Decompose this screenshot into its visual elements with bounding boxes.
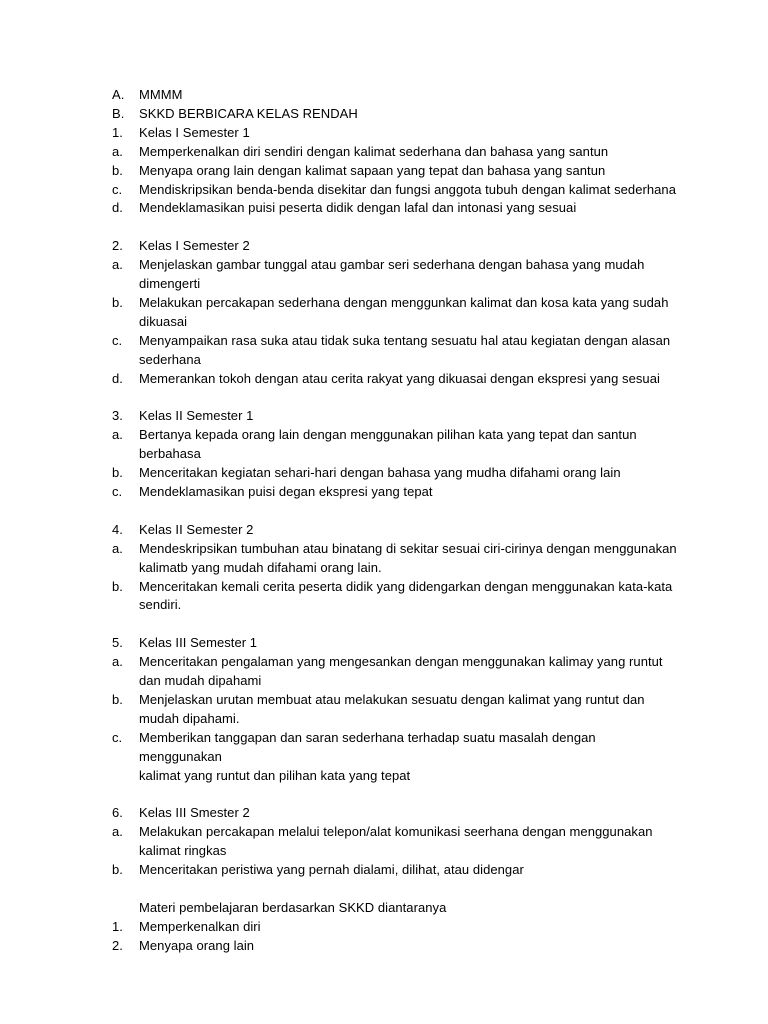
list-item — [112, 653, 682, 672]
list-item — [112, 540, 682, 559]
section-title: Kelas I Semester 1 — [139, 124, 250, 140]
blank-line — [112, 502, 682, 521]
list-item-continuation: kalimat yang runtut dan pilihan kata yang tepat — [139, 767, 411, 783]
list-item-continuation: berbahasa — [139, 446, 201, 462]
list-marker: b. — [112, 294, 123, 310]
list-item-text: Menceritakan peristiwa yang pernah dialami, dilihat, atau didengar — [139, 862, 524, 878]
list-item-continuation: mudah dipahami. — [139, 710, 240, 726]
list-item-text: Menceritakan pengalaman yang mengesankan dengan menggunakan kalimay yang runtut — [139, 654, 663, 670]
list-item — [112, 426, 682, 445]
list-marker: a. — [112, 427, 123, 443]
list-item — [112, 256, 682, 275]
list-item-text: Melakukan percakapan sederhana dengan menggunkan kalimat dan kosa kata yang sudah — [139, 294, 669, 310]
list-item — [112, 691, 682, 710]
list-item-continuation: dan mudah dipahami — [139, 673, 262, 689]
list-item — [112, 861, 682, 880]
list-marker: b. — [112, 691, 123, 707]
list-item-text: Menceritakan kegiatan sehari-hari dengan bahasa yang mudha difahami orang lain — [139, 465, 621, 481]
header-line-a — [112, 86, 682, 105]
list-item — [112, 199, 682, 218]
list-item — [112, 578, 682, 597]
list-item-text: Memberikan tanggapan dan saran sederhana terhadap suatu masalah dengan menggunakan — [139, 729, 596, 764]
list-item-continuation: kalimat ringkas — [139, 843, 227, 859]
list-item-text: Bertanya kepada orang lain dengan menggunakan pilihan kata yang tepat dan santun — [139, 427, 637, 443]
section-heading — [112, 407, 682, 426]
list-marker: a. — [112, 654, 123, 670]
list-item — [112, 729, 682, 767]
section-title: Kelas III Smester 2 — [139, 805, 250, 821]
list-marker: 4. — [112, 521, 123, 537]
list-marker: c. — [112, 181, 123, 197]
list-item — [112, 143, 682, 162]
list-marker: b. — [112, 862, 123, 878]
section-title: Kelas I Semester 2 — [139, 238, 250, 254]
list-marker: 2. — [112, 238, 123, 254]
blank-line — [112, 785, 682, 804]
list-item-text: Memerankan tokoh dengan atau cerita rakyat yang dikuasai dengan ekspresi yang sesuai — [139, 370, 660, 386]
list-marker: A. — [112, 87, 125, 102]
list-marker: b. — [112, 162, 123, 178]
list-marker: d. — [112, 370, 123, 386]
materi-item — [112, 937, 682, 956]
list-item-text: Menyapa orang lain dengan kalimat sapaan yang tepat dan bahasa yang santun — [139, 162, 606, 178]
document-title: SKKD BERBICARA KELAS RENDAH — [139, 105, 358, 121]
materi-item-text: Memperkenalkan diri — [139, 918, 261, 934]
list-marker: a. — [112, 540, 123, 556]
section-heading — [112, 237, 682, 256]
list-marker: 5. — [112, 635, 123, 651]
blank-line — [112, 615, 682, 634]
list-item-text: Mendeklamasikan puisi degan ekspresi yang tepat — [139, 484, 433, 499]
section-title: Kelas III Semester 1 — [139, 635, 258, 651]
list-marker: a. — [112, 143, 123, 159]
section-heading — [112, 521, 682, 540]
list-item — [112, 294, 682, 313]
list-item — [112, 370, 682, 389]
list-item-text: Mendeskripsikan tumbuhan atau binatang di sekitar sesuai ciri-cirinya dengan menggunakan — [139, 540, 677, 556]
section-title: Kelas II Semester 2 — [139, 521, 254, 537]
list-item-text: Menceritakan kemali cerita peserta didik yang didengarkan dengan menggunakan kata-kata — [139, 578, 673, 594]
list-marker: B. — [112, 105, 125, 121]
list-marker: c. — [112, 729, 123, 745]
blank-line — [112, 218, 682, 237]
section-heading — [112, 634, 682, 653]
header-line-b — [112, 105, 682, 124]
header-text: MMMM — [139, 87, 183, 102]
list-item-continuation: dikuasai — [139, 313, 188, 329]
blank-line — [112, 880, 682, 899]
section-heading — [112, 804, 682, 823]
document-body — [112, 86, 682, 956]
list-item-continuation: sederhana — [139, 351, 201, 367]
list-item — [112, 162, 682, 181]
list-marker: 2. — [112, 937, 123, 953]
list-item — [112, 823, 682, 842]
list-item-continuation: sendiri. — [139, 597, 182, 613]
list-item-text: Menyampaikan rasa suka atau tidak suka tentang sesuatu hal atau kegiatan dengan alasan — [139, 332, 671, 348]
list-marker: c. — [112, 332, 123, 348]
list-marker: 1. — [112, 918, 123, 934]
list-item — [112, 181, 682, 200]
list-item — [112, 464, 682, 483]
list-marker: 3. — [112, 408, 123, 424]
list-item-text: Mendeklamasikan puisi peserta didik dengan lafal dan intonasi yang sesuai — [139, 200, 577, 216]
list-item-continuation: kalimatb yang mudah difahami orang lain. — [139, 559, 382, 575]
list-item-continuation: dimengerti — [139, 276, 201, 292]
list-item-text: Mendiskripsikan benda-benda disekitar dan fungsi anggota tubuh dengan kalimat sederhana — [139, 181, 676, 197]
list-marker: a. — [112, 257, 123, 273]
materi-item — [112, 918, 682, 937]
list-marker: b. — [112, 578, 123, 594]
list-item-text: Memperkenalkan diri sendiri dengan kalimat sederhana dan bahasa yang santun — [139, 143, 609, 159]
list-item-text: Menjelaskan gambar tunggal atau gambar seri sederhana dengan bahasa yang mudah — [139, 257, 645, 273]
list-marker: 1. — [112, 124, 123, 140]
list-marker: b. — [112, 465, 123, 481]
list-item — [112, 483, 682, 502]
list-marker: d. — [112, 200, 123, 216]
section-heading — [112, 124, 682, 143]
section-title: Kelas II Semester 1 — [139, 408, 254, 424]
materi-intro: Materi pembelajaran berdasarkan SKKD diantaranya — [139, 899, 447, 915]
list-marker: 6. — [112, 805, 123, 821]
list-marker: a. — [112, 824, 123, 840]
list-item-text: Menjelaskan urutan membuat atau melakukan sesuatu dengan kalimat yang runtut dan — [139, 691, 645, 707]
list-item-text: Melakukan percakapan melalui telepon/alat komunikasi seerhana dengan menggunakan — [139, 824, 653, 840]
materi-item-text: Menyapa orang lain — [139, 937, 255, 953]
list-item — [112, 332, 682, 351]
list-marker: c. — [112, 484, 123, 499]
blank-line — [112, 388, 682, 407]
